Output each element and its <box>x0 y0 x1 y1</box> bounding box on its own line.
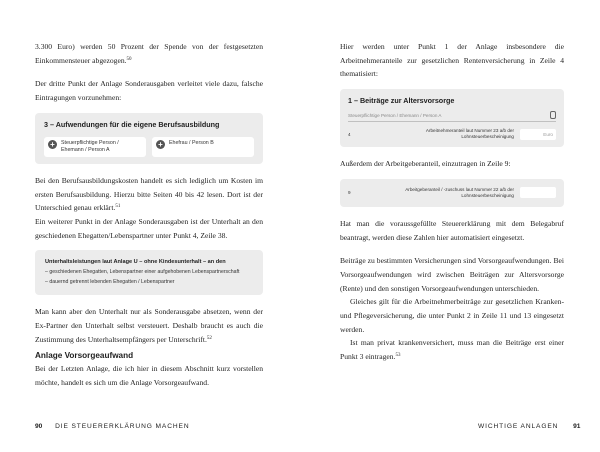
right-footer <box>478 423 580 430</box>
paragraph: 3.300 Euro) werden 50 Prozent der Spende von der festgesetzten Einkommensteuer abgezogen.$^{50}$ <box>35 42 263 65</box>
plus-icon: + <box>156 140 165 149</box>
paragraph: Hat man die voraussgefüllte Steuererklärung mit dem Belegabruf beantragt, werden diese Zahlen hier automatisiert eingesetzt. <box>340 218 564 242</box>
paragraph: Man kann aber den Unterhalt nur als Sonderausgabe absetzen, wenn der Ex-Partner den Unterhalt selbst versteuert. Deshalb braucht es auch die Zustimmung des Unterhaltsempfängers per Unterschrift.$^{52}$ <box>35 307 263 344</box>
running-head: WICHTIGE ANLAGEN <box>478 423 559 430</box>
left-column <box>35 40 263 390</box>
form-row-4: 4 Arbeitnehmeranteil laut Nummer 23 a/b der Lohnsteuerbescheinigung Euro <box>348 128 556 140</box>
plus-icon: + <box>48 140 57 149</box>
paragraph: Ist man privat krankenversichert, muss man die Beiträge erst einer Punkt 3 eintragen.$^{53}$ <box>340 338 564 362</box>
paragraph: Beiträge zu bestimmten Versicherungen sind Vorsorgeaufwendungen. Bei Vorsorgeaufwendungen wird zwischen Beiträgen zur Altersvorsorge (Rente) und den sonstigen Vorsorgeaufwendungen unterschieden. <box>340 256 564 293</box>
form-excerpt-title: 3 – Aufwendungen für die eigene Berufsausbildung <box>44 119 220 129</box>
form-line: – dauernd getrennt lebenden Ehegatten / Lebenspartner <box>45 279 175 286</box>
form-excerpt-title: Unterhaltsleistungen laut Anlage U – ohne Kindesunterhalt – an den <box>45 259 226 266</box>
euro-field: Euro <box>520 129 556 140</box>
form-excerpt-title: 1 – Beiträge zur Altersvorsorge <box>348 96 455 106</box>
form-excerpt-unterhalt <box>35 250 263 295</box>
page-number: 90 <box>35 423 43 430</box>
paragraph: Ein weiterer Punkt in der Anlage Sonderausgaben ist der Unterhalt an den geschiedenen Ehegatten/Lebenspartner unter Punkt 4, Zeile 38. <box>35 216 263 240</box>
paragraph: Bei den Berufsausbildungskosten handelt es sich lediglich um Kosten im ersten Berufsausbildung. Hierzu bitte Seiten 40 bis 42 lesen. Dort ist der Unterschied genau erklärt.$^{51}$ <box>35 175 263 213</box>
paragraph: Bei der Letzten Anlage, die ich hier in diesem Abschnitt kurz vorstellen möchte, handelt es sich um die Anlage Vorsorgeaufwand. <box>35 364 263 388</box>
form-excerpt-berufsausbildung <box>35 113 263 164</box>
left-footer <box>35 423 190 430</box>
euro-field <box>520 187 556 198</box>
paragraph: Der dritte Punkt der Anlage Sonderausgaben verleitet viele dazu, falsche Eintragungen vorzunehmen: <box>35 79 263 103</box>
form-excerpt-arbeitgeberanteil <box>340 179 564 207</box>
paragraph: Außerdem der Arbeitgeberanteil, einzutragen in Zeile 9: <box>340 159 511 169</box>
page-number: 91 <box>573 423 581 430</box>
running-head: DIE STEUERERKLÄRUNG MACHEN <box>55 423 190 430</box>
form-line: – geschiedenen Ehegatten, Lebenspartner einer aufgehobenen Lebenspartnerschaft <box>45 269 240 276</box>
form-field-person-a: Steuerpflichtige Person / Ehemann / Person A <box>348 111 556 122</box>
right-column <box>340 40 564 364</box>
paragraph: Hier werden unter Punkt 1 der Anlage insbesondere die Arbeitnehmeranteile zur gesetzlichen Rentenversicherung in Zeile 4 thematisiert: <box>340 42 564 79</box>
form-field-person-a: + Steuerpflichtige Person / Ehemann / Person A <box>44 137 146 157</box>
section-heading: Anlage Vorsorgeaufwand <box>35 351 134 361</box>
form-field-person-b: + Ehefrau / Person B <box>152 137 254 157</box>
form-row-9: 9 Arbeitgeberanteil / -zuschuss laut Nummer 22 a/b der Lohnsteuerbescheinigung <box>348 187 556 199</box>
form-excerpt-altersvorsorge <box>340 89 564 147</box>
clipboard-icon <box>550 111 556 119</box>
paragraph: Gleiches gilt für die Arbeitnehmerbeiträge zur gesetzlichen Kranken- und Pflegeversicherung, die unter Punkt 2 in Zeile 11 und 13 eingesetzt werden. <box>340 297 564 334</box>
